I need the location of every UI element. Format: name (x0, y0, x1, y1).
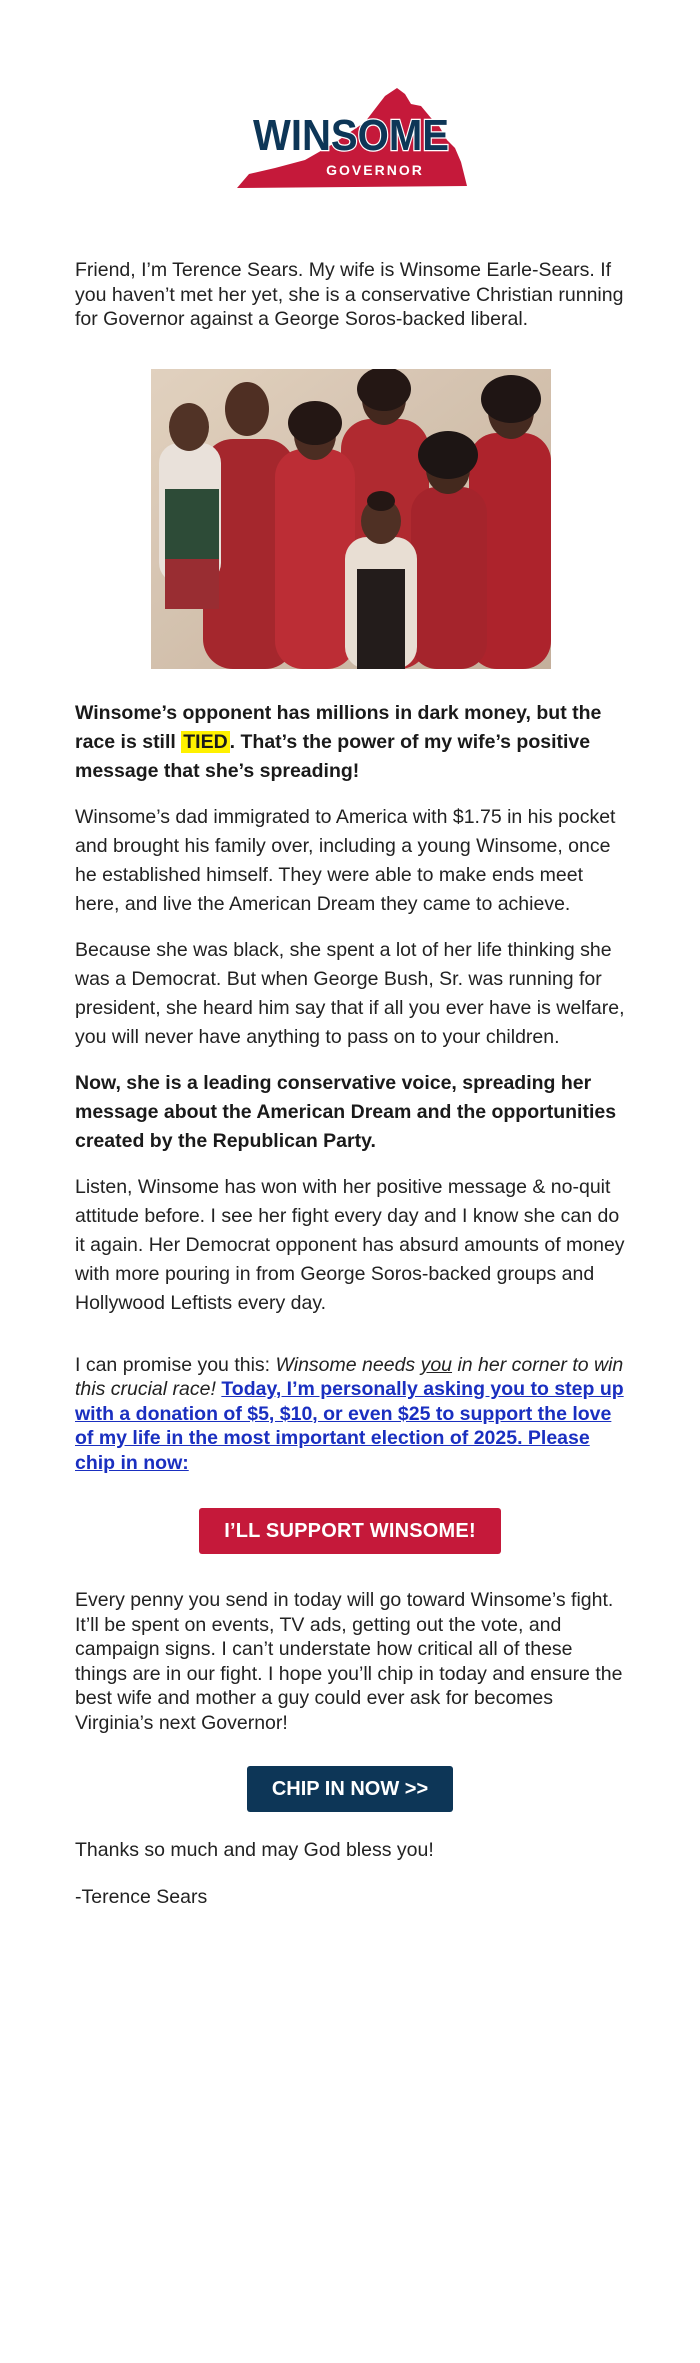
thanks-line: Thanks so much and may God bless you! (75, 1839, 434, 1861)
support-button-row (75, 1508, 625, 1554)
promise-italic-1: Winsome needs (275, 1353, 421, 1376)
intro-paragraph: Friend, I’m Terence Sears. My wife is Winsome Earle-Sears. If you haven’t met her yet, she is a conservative Christian running for Governor against a George Soros-backed liberal. (75, 259, 624, 330)
tied-highlight: TIED (183, 730, 228, 753)
promise-italic-2: in her corner to win this crucial race! (75, 1353, 624, 1400)
conservative-voice-paragraph: Now, she is a leading conservative voice, spreading her message about the American Dream and the opportunities created by the Republican Party. (75, 1071, 617, 1152)
promise-lead: I can promise you this: (75, 1353, 276, 1376)
family-photo-icon (151, 369, 551, 669)
signature: -Terence Sears (75, 1885, 208, 1908)
donation-ask-link[interactable]: Today, I’m personally asking you to step up with a donation of $5, $10, or even $25 to support the love of my life in the most important election of 2025. Please chip in now: (75, 1378, 624, 1474)
family-photo (151, 369, 551, 669)
promise-paragraph (75, 1353, 625, 1476)
bush-paragraph: Because she was black, she spent a lot of her life thinking she was a Democrat. But when George Bush, Sr. was running for president, she heard him say that if all you ever have is welfare, you will never have anything to pass on to your children. (75, 938, 625, 1048)
promise-you: you (420, 1353, 453, 1376)
support-winsome-button[interactable]: I’LL SUPPORT WINSOME! (199, 1508, 501, 1554)
headline-paragraph (75, 699, 625, 786)
header (0, 0, 700, 178)
chip-button-row (75, 1766, 625, 1812)
email-content (75, 258, 625, 1909)
headline-part-2: . That’s the power of my wife’s positive message that she’s spreading! (75, 730, 591, 782)
penny-paragraph: Every penny you send in today will go toward Winsome’s fight. It’ll be spent on events, TV ads, getting out the vote, and campaign signs. I can’t understate how critical all of these things are in our fight. I hope you’ll chip in today and ensure the best wife and mother a guy could ever ask for becomes Virginia’s next Governor! (75, 1589, 623, 1734)
winsome-governor-logo[interactable] (235, 82, 467, 192)
logo-office: GOVERNOR (326, 162, 424, 178)
headline-part-1: Winsome’s opponent has millions in dark money, but the race is still (75, 701, 602, 753)
dad-paragraph: Winsome’s dad immigrated to America with $1.75 in his pocket and brought his family over, including a young Winsome, once he established himself. They were able to make ends meet here, and live the American Dream they came to achieve. (75, 805, 616, 915)
logo-wordmark: WINSOME (253, 111, 449, 160)
listen-paragraph: Listen, Winsome has won with her positive message & no-quit attitude before. I see her fight every day and I know she can do it again. Her Democrat opponent has absurd amounts of money with more pouring in from George Soros-backed groups and Hollywood Leftists every day. (75, 1175, 625, 1314)
chip-in-button[interactable]: CHIP IN NOW >> (247, 1766, 453, 1812)
